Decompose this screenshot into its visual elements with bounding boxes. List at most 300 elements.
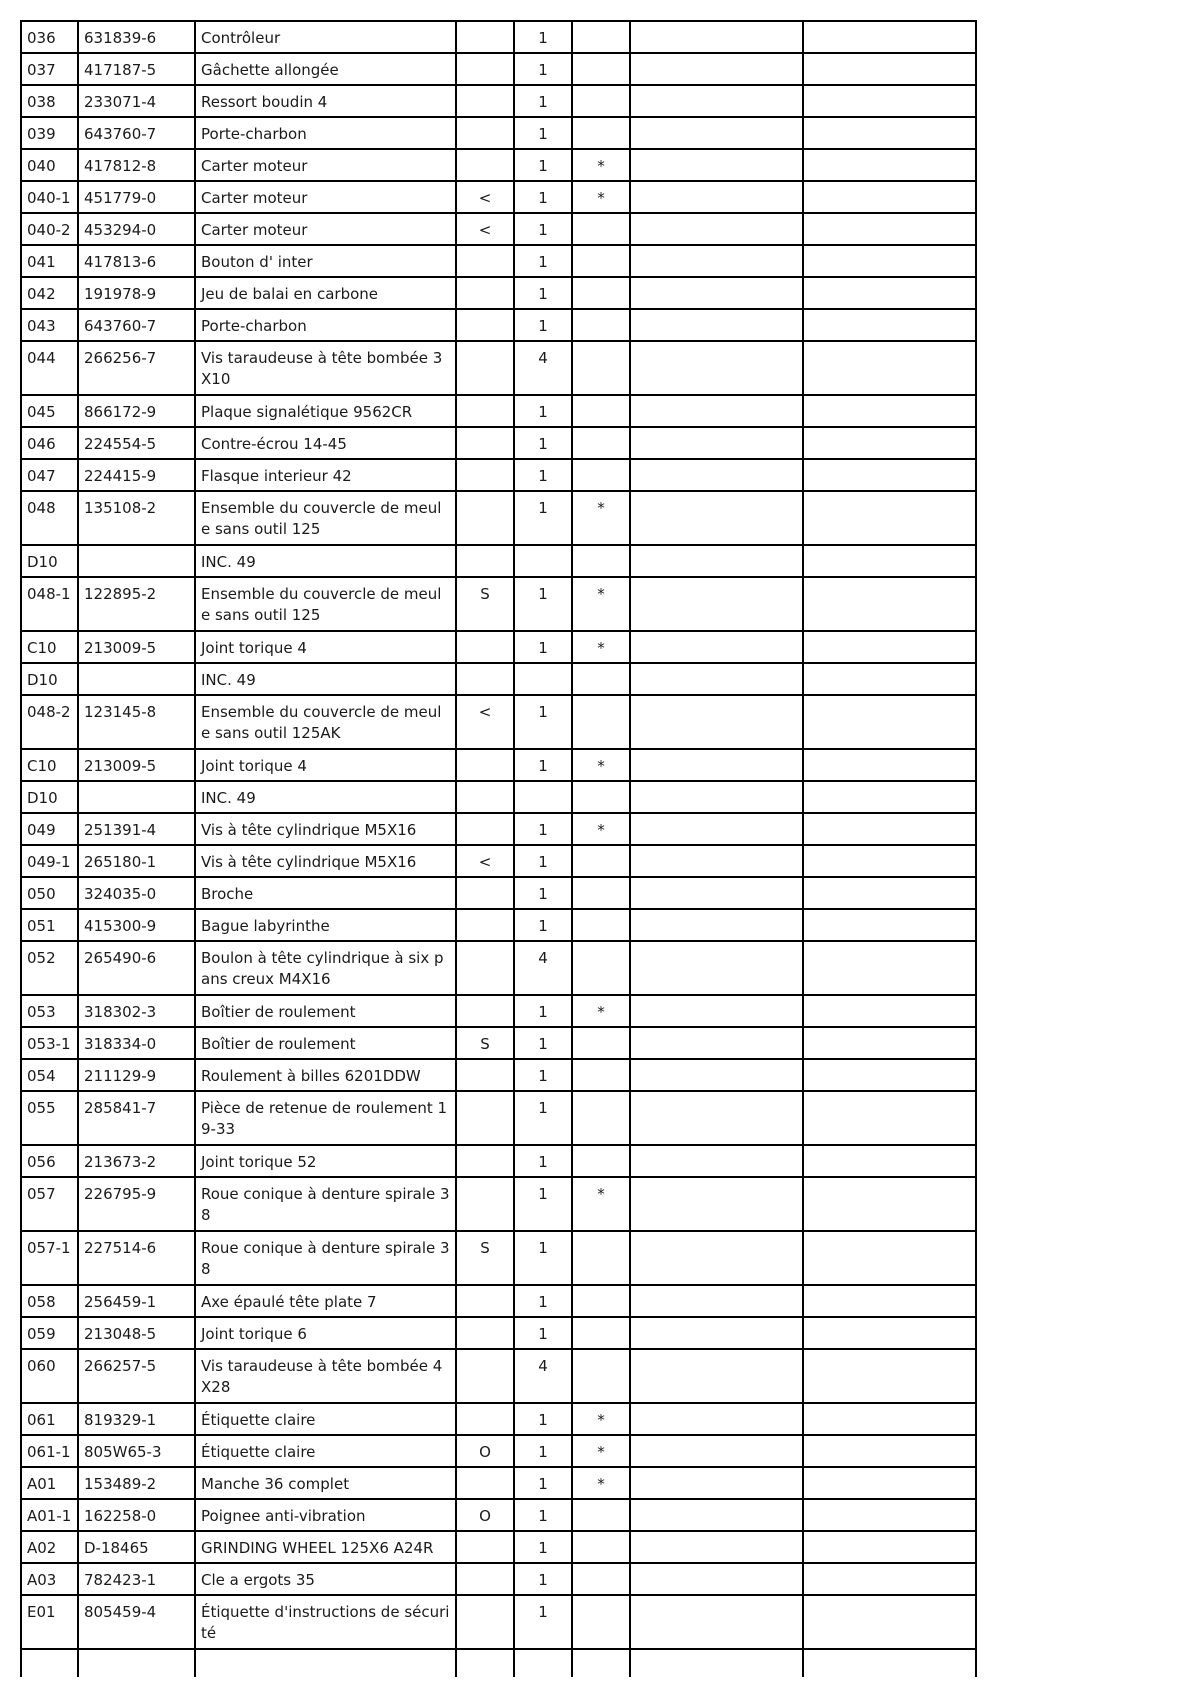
blank-cell [803, 1595, 976, 1649]
quantity-cell: 1 [514, 21, 572, 53]
note-mark-cell [572, 1349, 630, 1403]
table-row [21, 1091, 976, 1145]
part-number-cell: 805459-4 [78, 1595, 195, 1649]
change-code-cell [456, 1349, 514, 1403]
note-mark-cell: * [572, 1435, 630, 1467]
part-number-cell: 643760-7 [78, 309, 195, 341]
change-code-cell [456, 813, 514, 845]
part-number-cell: 213009-5 [78, 749, 195, 781]
item-number-cell: E01 [21, 1595, 78, 1649]
blank-cell [630, 341, 803, 395]
change-code-cell [456, 1595, 514, 1649]
description-cell: Ressort boudin 4 [195, 85, 456, 117]
blank-cell [630, 1649, 803, 1677]
change-code-cell [456, 941, 514, 995]
part-number-cell: 285841-7 [78, 1091, 195, 1145]
description-cell: Broche [195, 877, 456, 909]
table-row [21, 459, 976, 491]
blank-cell [803, 1349, 976, 1403]
description-cell: Étiquette claire [195, 1403, 456, 1435]
part-number-cell: 415300-9 [78, 909, 195, 941]
blank-cell [630, 427, 803, 459]
blank-cell [195, 1649, 456, 1677]
blank-cell [803, 1499, 976, 1531]
table-row [21, 1499, 976, 1531]
description-cell: Carter moteur [195, 213, 456, 245]
blank-cell [78, 1649, 195, 1677]
quantity-cell: 1 [514, 459, 572, 491]
change-code-cell: S [456, 1231, 514, 1285]
part-number-cell: 324035-0 [78, 877, 195, 909]
description-cell: Ensemble du couvercle de meule sans outil 125 [195, 491, 456, 545]
note-mark-cell: * [572, 813, 630, 845]
item-number-cell: 060 [21, 1349, 78, 1403]
note-mark-cell: * [572, 577, 630, 631]
description-cell: Vis à tête cylindrique M5X16 [195, 813, 456, 845]
item-number-cell: 046 [21, 427, 78, 459]
quantity-cell: 1 [514, 1435, 572, 1467]
item-number-cell: 040-2 [21, 213, 78, 245]
quantity-cell: 1 [514, 1231, 572, 1285]
table-row [21, 781, 976, 813]
quantity-cell: 1 [514, 277, 572, 309]
table-row [21, 277, 976, 309]
blank-cell [572, 1649, 630, 1677]
part-number-cell: 213673-2 [78, 1145, 195, 1177]
change-code-cell [456, 1059, 514, 1091]
item-number-cell: 042 [21, 277, 78, 309]
blank-cell [630, 1499, 803, 1531]
change-code-cell [456, 781, 514, 813]
blank-cell [803, 1145, 976, 1177]
quantity-cell: 1 [514, 245, 572, 277]
quantity-cell: 1 [514, 1285, 572, 1317]
description-cell: Contre-écrou 14-45 [195, 427, 456, 459]
change-code-cell [456, 277, 514, 309]
part-number-cell: 265490-6 [78, 941, 195, 995]
part-number-cell [78, 663, 195, 695]
part-number-cell: 782423-1 [78, 1563, 195, 1595]
note-mark-cell [572, 545, 630, 577]
note-mark-cell [572, 1091, 630, 1145]
quantity-cell: 4 [514, 341, 572, 395]
change-code-cell: < [456, 695, 514, 749]
blank-cell [630, 245, 803, 277]
item-number-cell: 048-1 [21, 577, 78, 631]
item-number-cell: 036 [21, 21, 78, 53]
blank-cell [803, 1563, 976, 1595]
table-row [21, 181, 976, 213]
blank-cell [630, 1349, 803, 1403]
description-cell: Roulement à billes 6201DDW [195, 1059, 456, 1091]
quantity-cell: 4 [514, 941, 572, 995]
description-cell: Gâchette allongée [195, 53, 456, 85]
blank-cell [630, 577, 803, 631]
table-row [21, 341, 976, 395]
note-mark-cell [572, 85, 630, 117]
blank-cell [803, 149, 976, 181]
blank-cell [630, 1467, 803, 1499]
blank-cell [803, 1091, 976, 1145]
quantity-cell: 1 [514, 181, 572, 213]
blank-cell [630, 21, 803, 53]
item-number-cell: 048 [21, 491, 78, 545]
part-number-cell: 153489-2 [78, 1467, 195, 1499]
part-number-cell: 417187-5 [78, 53, 195, 85]
item-number-cell: 055 [21, 1091, 78, 1145]
part-number-cell: 417813-6 [78, 245, 195, 277]
parts-list-body [21, 21, 976, 1677]
part-number-cell: 213048-5 [78, 1317, 195, 1349]
parts-list-table [20, 20, 977, 1677]
table-row [21, 1467, 976, 1499]
description-cell: Plaque signalétique 9562CR [195, 395, 456, 427]
quantity-cell [514, 781, 572, 813]
note-mark-cell [572, 1059, 630, 1091]
note-mark-cell: * [572, 491, 630, 545]
blank-cell [803, 663, 976, 695]
table-row [21, 663, 976, 695]
part-number-cell: 318302-3 [78, 995, 195, 1027]
change-code-cell: < [456, 181, 514, 213]
quantity-cell: 1 [514, 117, 572, 149]
note-mark-cell [572, 941, 630, 995]
table-row [21, 695, 976, 749]
item-number-cell: C10 [21, 749, 78, 781]
table-row [21, 545, 976, 577]
blank-cell [630, 1091, 803, 1145]
quantity-cell: 1 [514, 813, 572, 845]
note-mark-cell [572, 395, 630, 427]
blank-cell [630, 85, 803, 117]
table-row [21, 845, 976, 877]
change-code-cell: S [456, 577, 514, 631]
description-cell: Boîtier de roulement [195, 1027, 456, 1059]
description-cell: Pièce de retenue de roulement 19-33 [195, 1091, 456, 1145]
description-cell: Boulon à tête cylindrique à six pans creux M4X16 [195, 941, 456, 995]
quantity-cell: 1 [514, 85, 572, 117]
blank-cell [803, 1231, 976, 1285]
quantity-cell: 1 [514, 909, 572, 941]
item-number-cell: 051 [21, 909, 78, 941]
item-number-cell: 054 [21, 1059, 78, 1091]
table-row [21, 149, 976, 181]
quantity-cell: 1 [514, 1091, 572, 1145]
part-number-cell: 417812-8 [78, 149, 195, 181]
part-number-cell: D-18465 [78, 1531, 195, 1563]
quantity-cell: 1 [514, 845, 572, 877]
change-code-cell [456, 1531, 514, 1563]
change-code-cell [456, 117, 514, 149]
note-mark-cell: * [572, 1467, 630, 1499]
change-code-cell [456, 1285, 514, 1317]
change-code-cell [456, 1467, 514, 1499]
blank-cell [630, 813, 803, 845]
table-row [21, 995, 976, 1027]
item-number-cell: A02 [21, 1531, 78, 1563]
note-mark-cell [572, 781, 630, 813]
blank-cell [630, 845, 803, 877]
blank-cell [630, 695, 803, 749]
table-row [21, 941, 976, 995]
note-mark-cell: * [572, 749, 630, 781]
blank-cell [456, 1649, 514, 1677]
blank-cell [803, 53, 976, 85]
change-code-cell [456, 631, 514, 663]
table-row [21, 877, 976, 909]
part-number-cell: 265180-1 [78, 845, 195, 877]
quantity-cell: 1 [514, 395, 572, 427]
change-code-cell: S [456, 1027, 514, 1059]
blank-cell [630, 309, 803, 341]
change-code-cell [456, 149, 514, 181]
item-number-cell: 037 [21, 53, 78, 85]
description-cell: Cle a ergots 35 [195, 1563, 456, 1595]
part-number-cell: 213009-5 [78, 631, 195, 663]
part-number-cell [78, 781, 195, 813]
change-code-cell [456, 1145, 514, 1177]
item-number-cell: 043 [21, 309, 78, 341]
change-code-cell [456, 53, 514, 85]
blank-cell [803, 309, 976, 341]
blank-cell [630, 545, 803, 577]
blank-cell [514, 1649, 572, 1677]
part-number-cell: 451779-0 [78, 181, 195, 213]
description-cell: GRINDING WHEEL 125X6 A24R [195, 1531, 456, 1563]
part-number-cell: 227514-6 [78, 1231, 195, 1285]
description-cell: Jeu de balai en carbone [195, 277, 456, 309]
blank-cell [630, 1177, 803, 1231]
change-code-cell [456, 459, 514, 491]
part-number-cell: 226795-9 [78, 1177, 195, 1231]
item-number-cell: 049-1 [21, 845, 78, 877]
blank-cell [630, 1231, 803, 1285]
table-row [21, 1435, 976, 1467]
note-mark-cell: * [572, 1403, 630, 1435]
change-code-cell [456, 1177, 514, 1231]
quantity-cell: 1 [514, 1177, 572, 1231]
blank-cell [803, 491, 976, 545]
table-row [21, 1317, 976, 1349]
note-mark-cell [572, 459, 630, 491]
item-number-cell: 040-1 [21, 181, 78, 213]
blank-cell [803, 1649, 976, 1677]
quantity-cell: 1 [514, 1467, 572, 1499]
part-number-cell: 256459-1 [78, 1285, 195, 1317]
blank-cell [803, 813, 976, 845]
blank-cell [630, 941, 803, 995]
blank-cell [630, 663, 803, 695]
quantity-cell: 1 [514, 149, 572, 181]
note-mark-cell [572, 245, 630, 277]
blank-cell [803, 341, 976, 395]
note-mark-cell [572, 1531, 630, 1563]
table-row [21, 1531, 976, 1563]
description-cell: INC. 49 [195, 545, 456, 577]
description-cell: Étiquette claire [195, 1435, 456, 1467]
item-number-cell: 058 [21, 1285, 78, 1317]
item-number-cell: 041 [21, 245, 78, 277]
change-code-cell [456, 909, 514, 941]
blank-cell [630, 1595, 803, 1649]
change-code-cell: < [456, 213, 514, 245]
change-code-cell: < [456, 845, 514, 877]
quantity-cell: 1 [514, 213, 572, 245]
quantity-cell: 1 [514, 1027, 572, 1059]
note-mark-cell [572, 877, 630, 909]
table-row [21, 909, 976, 941]
note-mark-cell [572, 1563, 630, 1595]
table-row [21, 577, 976, 631]
blank-cell [630, 149, 803, 181]
description-cell: Roue conique à denture spirale 38 [195, 1177, 456, 1231]
blank-cell [803, 545, 976, 577]
blank-cell [803, 845, 976, 877]
part-number-cell: 162258-0 [78, 1499, 195, 1531]
note-mark-cell: * [572, 995, 630, 1027]
note-mark-cell: * [572, 631, 630, 663]
table-row [21, 1403, 976, 1435]
part-number-cell: 819329-1 [78, 1403, 195, 1435]
quantity-cell [514, 663, 572, 695]
blank-cell [630, 459, 803, 491]
part-number-cell: 266257-5 [78, 1349, 195, 1403]
blank-cell [803, 213, 976, 245]
table-row [21, 53, 976, 85]
table-row-empty [21, 1649, 976, 1677]
blank-cell [803, 277, 976, 309]
quantity-cell: 1 [514, 1499, 572, 1531]
note-mark-cell [572, 341, 630, 395]
blank-cell [630, 1317, 803, 1349]
note-mark-cell [572, 663, 630, 695]
description-cell: Axe épaulé tête plate 7 [195, 1285, 456, 1317]
part-number-cell: 805W65-3 [78, 1435, 195, 1467]
blank-cell [803, 877, 976, 909]
blank-cell [803, 117, 976, 149]
blank-cell [630, 395, 803, 427]
item-number-cell: 056 [21, 1145, 78, 1177]
description-cell: Joint torique 4 [195, 631, 456, 663]
item-number-cell: 038 [21, 85, 78, 117]
description-cell: Porte-charbon [195, 309, 456, 341]
blank-cell [630, 213, 803, 245]
table-row [21, 1177, 976, 1231]
table-row [21, 1145, 976, 1177]
part-number-cell: 266256-7 [78, 341, 195, 395]
item-number-cell: 052 [21, 941, 78, 995]
quantity-cell: 1 [514, 1317, 572, 1349]
description-cell: INC. 49 [195, 781, 456, 813]
quantity-cell: 1 [514, 1403, 572, 1435]
description-cell: Porte-charbon [195, 117, 456, 149]
blank-cell [803, 631, 976, 663]
part-number-cell: 122895-2 [78, 577, 195, 631]
blank-cell [803, 1435, 976, 1467]
change-code-cell [456, 749, 514, 781]
blank-cell [803, 459, 976, 491]
blank-cell [803, 1027, 976, 1059]
part-number-cell: 866172-9 [78, 395, 195, 427]
table-row [21, 309, 976, 341]
description-cell: Poignee anti-vibration [195, 1499, 456, 1531]
blank-cell [803, 21, 976, 53]
blank-cell [630, 491, 803, 545]
part-number-cell: 224554-5 [78, 427, 195, 459]
note-mark-cell [572, 1027, 630, 1059]
note-mark-cell [572, 309, 630, 341]
description-cell: Joint torique 6 [195, 1317, 456, 1349]
table-row [21, 1349, 976, 1403]
description-cell: Ensemble du couvercle de meule sans outil 125AK [195, 695, 456, 749]
table-row [21, 631, 976, 663]
note-mark-cell: * [572, 1177, 630, 1231]
blank-cell [630, 995, 803, 1027]
blank-cell [803, 1467, 976, 1499]
note-mark-cell: * [572, 181, 630, 213]
table-row [21, 491, 976, 545]
blank-cell [630, 1403, 803, 1435]
part-number-cell: 631839-6 [78, 21, 195, 53]
change-code-cell: O [456, 1499, 514, 1531]
part-number-cell: 191978-9 [78, 277, 195, 309]
blank-cell [803, 1531, 976, 1563]
table-row [21, 427, 976, 459]
note-mark-cell [572, 53, 630, 85]
blank-cell [630, 117, 803, 149]
item-number-cell: 061-1 [21, 1435, 78, 1467]
description-cell: Flasque interieur 42 [195, 459, 456, 491]
table-row [21, 1563, 976, 1595]
item-number-cell: D10 [21, 781, 78, 813]
blank-cell [630, 909, 803, 941]
item-number-cell: A01 [21, 1467, 78, 1499]
blank-cell [803, 695, 976, 749]
note-mark-cell: * [572, 149, 630, 181]
description-cell: Joint torique 4 [195, 749, 456, 781]
quantity-cell: 1 [514, 1145, 572, 1177]
change-code-cell [456, 663, 514, 695]
table-row [21, 1285, 976, 1317]
part-number-cell: 251391-4 [78, 813, 195, 845]
blank-cell [630, 1435, 803, 1467]
change-code-cell [456, 877, 514, 909]
part-number-cell: 224415-9 [78, 459, 195, 491]
change-code-cell: O [456, 1435, 514, 1467]
table-row [21, 85, 976, 117]
quantity-cell: 1 [514, 1531, 572, 1563]
table-row [21, 1595, 976, 1649]
item-number-cell: 061 [21, 1403, 78, 1435]
change-code-cell [456, 85, 514, 117]
quantity-cell [514, 545, 572, 577]
item-number-cell: A01-1 [21, 1499, 78, 1531]
description-cell: Étiquette d'instructions de sécurité [195, 1595, 456, 1649]
note-mark-cell [572, 1595, 630, 1649]
description-cell: Ensemble du couvercle de meule sans outil 125 [195, 577, 456, 631]
note-mark-cell [572, 1499, 630, 1531]
quantity-cell: 1 [514, 695, 572, 749]
blank-cell [630, 1531, 803, 1563]
quantity-cell: 1 [514, 749, 572, 781]
description-cell: Manche 36 complet [195, 1467, 456, 1499]
part-number-cell [78, 545, 195, 577]
change-code-cell [456, 21, 514, 53]
quantity-cell: 1 [514, 491, 572, 545]
note-mark-cell [572, 117, 630, 149]
item-number-cell: 057 [21, 1177, 78, 1231]
item-number-cell: 039 [21, 117, 78, 149]
